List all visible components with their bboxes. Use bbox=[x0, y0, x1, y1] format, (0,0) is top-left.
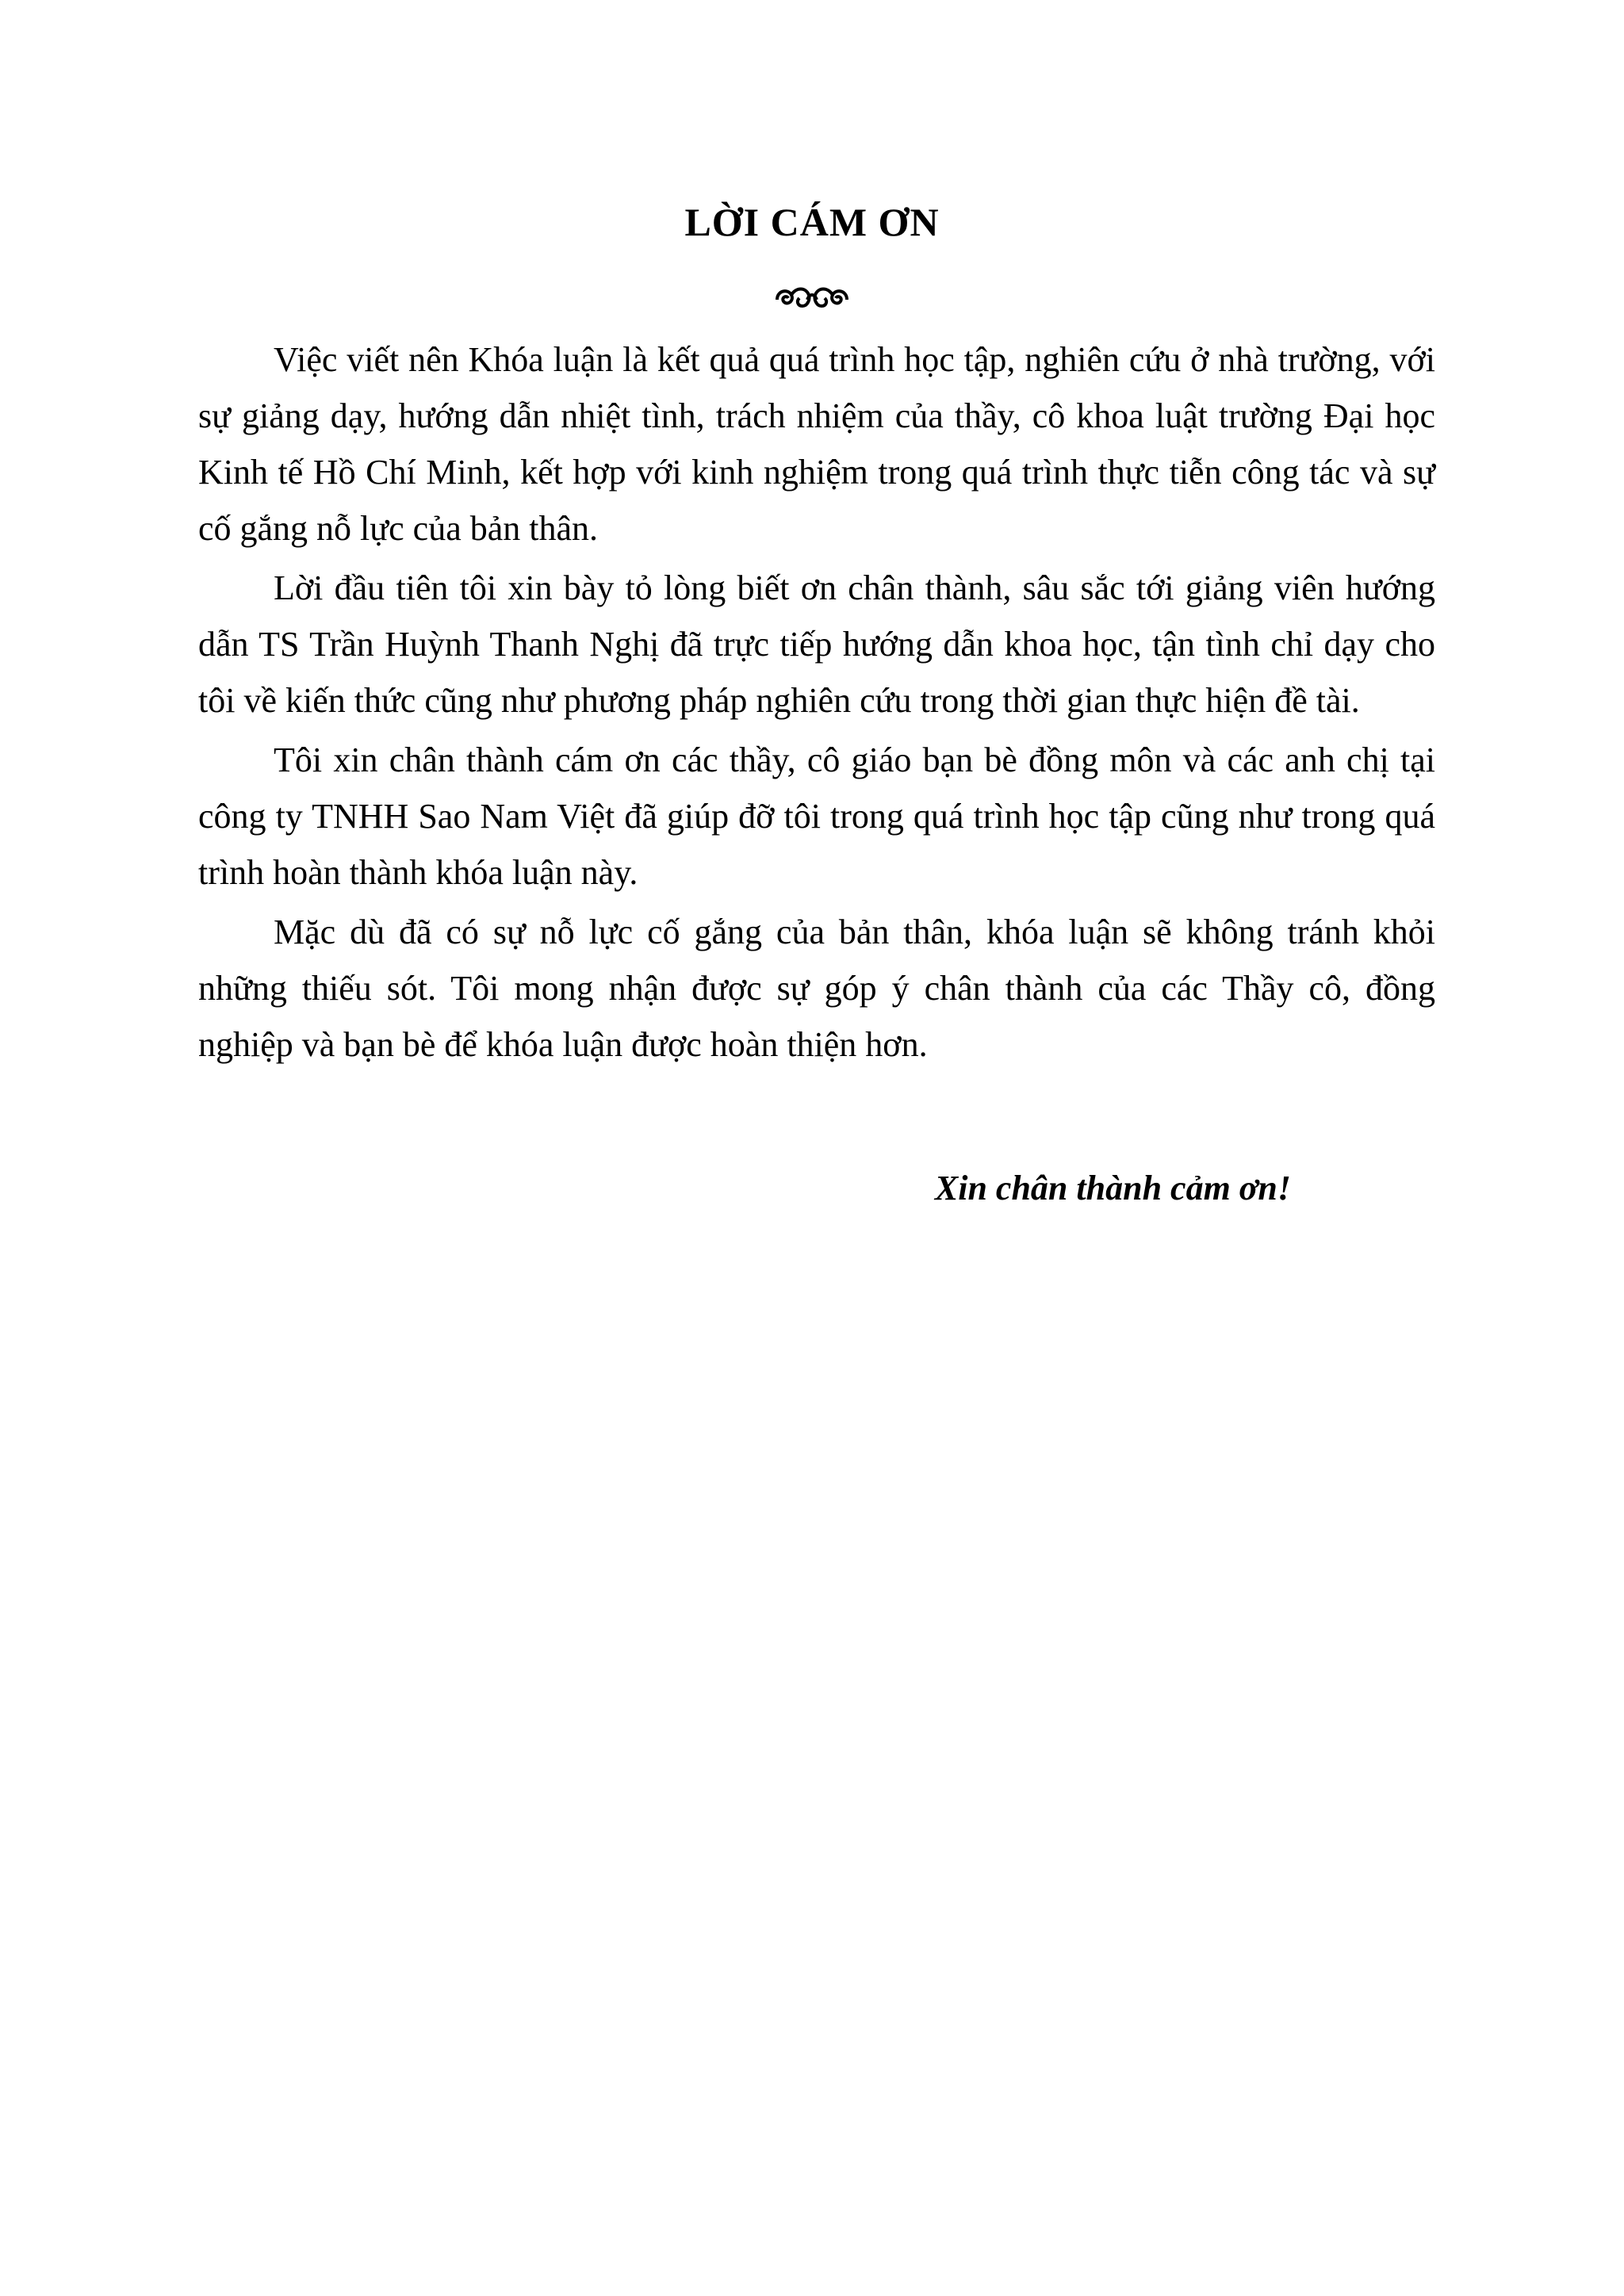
paragraph: Tôi xin chân thành cám ơn các thầy, cô giáo bạn bè đồng môn và các anh chị tại công ty TNHH Sao Nam Việt đã giúp đỡ tôi trong quá trình học tập cũng như trong quá trình hoàn thành khóa luận này. bbox=[198, 740, 1435, 892]
paragraph: Việc viết nên Khóa luận là kết quả quá trình học tập, nghiên cứu ở nhà trường, với sự giảng dạy, hướng dẫn nhiệt tình, trách nhiệm của thầy, cô khoa luật trường Đại học Kinh tế Hồ Chí Minh, kết hợp với kinh nghiệm trong quá trình thực tiễn công tác và sự cố gắng nỗ lực của bản thân. bbox=[198, 340, 1435, 548]
body-text bbox=[198, 331, 1435, 1076]
closing-line: Xin chân thành cảm ơn! bbox=[934, 1169, 1291, 1207]
decorative-flourish-icon bbox=[772, 282, 852, 314]
page-title: LỜI CÁM ƠN bbox=[684, 200, 940, 244]
paragraph: Lời đầu tiên tôi xin bày tỏ lòng biết ơn chân thành, sâu sắc tới giảng viên hướng dẫn TS Trần Huỳnh Thanh Nghị đã trực tiếp hướng dẫn khoa học, tận tình chỉ dạy cho tôi về kiến thức cũng như phương pháp nghiên cứu trong thời gian thực hiện đề tài. bbox=[198, 568, 1435, 720]
paragraph: Mặc dù đã có sự nỗ lực cố gắng của bản thân, khóa luận sẽ không tránh khỏi những thiếu sót. Tôi mong nhận được sự góp ý chân thành của các Thầy cô, đồng nghiệp và bạn bè để khóa luận được hoàn thiện hơn. bbox=[198, 913, 1435, 1064]
